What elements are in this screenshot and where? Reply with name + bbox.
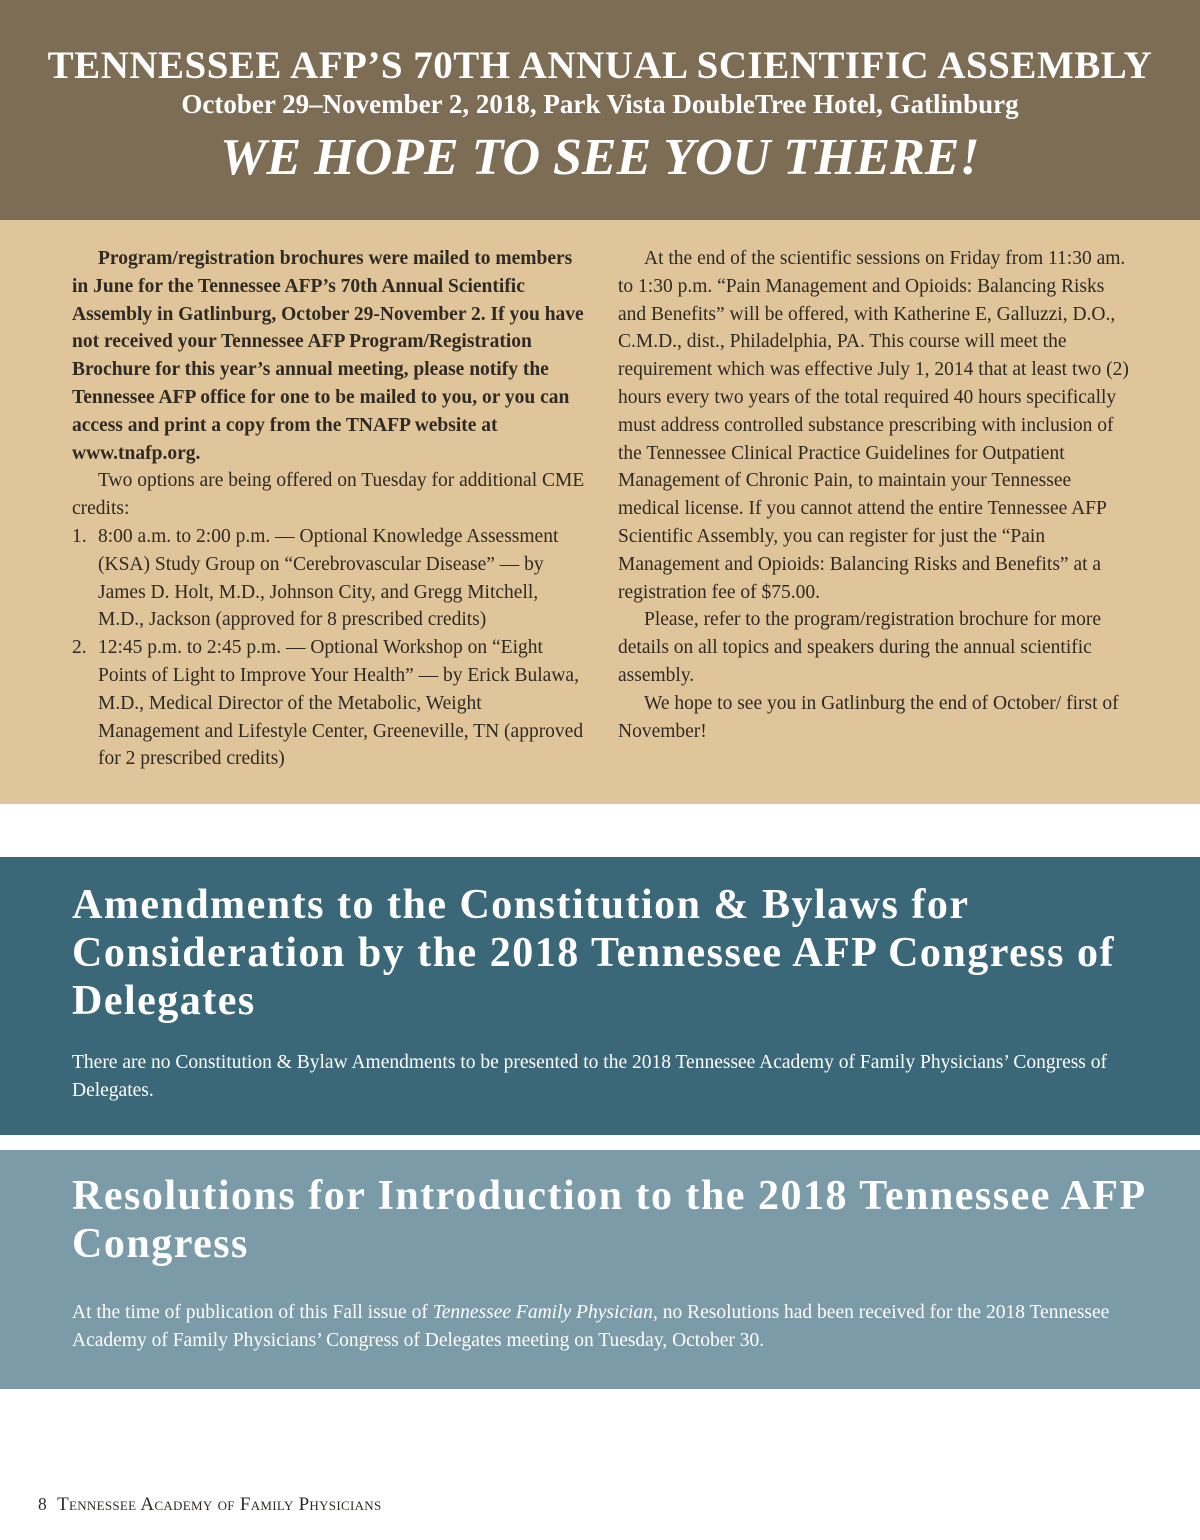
list-item <box>72 634 587 773</box>
option-text: 8:00 a.m. to 2:00 p.m. — Optional Knowledge Assessment (KSA) Study Group on “Cerebrovascular Disease” — by James D. Holt, M.D., Johnson City, and Gregg Mitchell, M.D., Jackson (approved for 8 prescribed credits) <box>98 525 559 631</box>
banner-tagline: WE HOPE TO SEE YOU THERE! <box>220 129 980 186</box>
resolutions-body-suffix: , no Resolutions had been received for the 2018 Tennessee Academy of Family Physicians’ Congress of Delegates meeting on Tuesday, October 30. <box>72 1302 1110 1351</box>
resolutions-body <box>72 1299 1112 1355</box>
footer-organization: Tennessee Academy of Family Physicians <box>57 1494 382 1515</box>
banner-subtitle: October 29–November 2, 2018, Park Vista DoubleTree Hotel, Gatlinburg <box>181 89 1019 119</box>
page-footer <box>38 1494 381 1516</box>
resolutions-heading: Resolutions for Introduction to the 2018 Tennessee AFP Congress <box>72 1173 1145 1267</box>
list-number: 2. <box>72 637 87 659</box>
list-item <box>72 523 587 634</box>
list-number: 1. <box>72 525 87 547</box>
amendments-heading: Amendments to the Constitution & Bylaws for Consideration by the 2018 Tennessee AFP Congress of Delegates <box>72 882 1115 1024</box>
assembly-banner <box>0 0 1200 220</box>
option-text: 12:45 p.m. to 2:45 p.m. — Optional Workshop on “Eight Points of Light to Improve Your Health” — by Erick Bulawa, M.D., Medical Director of the Metabolic, Weight Management and Lifestyle Center, Greeneville, TN (approved for 2 prescribed credits) <box>98 637 584 770</box>
banner-title: TENNESSEE AFP’S 70TH ANNUAL SCIENTIFIC ASSEMBLY <box>47 44 1153 87</box>
page-number: 8 <box>38 1494 48 1514</box>
publication-title: Tennessee Family Physician <box>432 1302 653 1323</box>
options-intro: Two options are being offered on Tuesday for additional CME credits: <box>72 470 585 520</box>
closing-paragraph: We hope to see you in Gatlinburg the end of October/ first of November! <box>618 692 1119 742</box>
amendments-section <box>0 857 1200 1135</box>
pain-management-paragraph: At the end of the scientific sessions on Friday from 11:30 am. to 1:30 p.m. “Pain Management and Opioids: Balancing Risks and Benefits” will be offered, with Katherine E, Galluzzi, D.O., C.M.D., dist., Philadelphia, PA. This course will meet the requirement which was effective July 1, 2014 that at least two (2) hours every two years of the total required 40 hours specifically must address controlled substance prescribing with inclusion of the Tennessee Clinical Practice Guidelines for Outpatient Management of Chronic Pain, to maintain your Tennessee medical license. If you cannot attend the entire Tennessee AFP Scientific Assembly, you can register for just the “Pain Management and Opioids: Balancing Risks and Benefits” at a registration fee of $75.00. <box>618 248 1129 603</box>
intro-paragraph: Program/registration brochures were mailed to members in June for the Tennessee AFP’s 70th Annual Scientific Assembly in Gatlinburg, October 29-November 2. If you have not received your Tennessee AFP Program/Registration Brochure for this year’s annual meeting, please notify the Tennessee AFP office for one to be mailed to you, or you can access and print a copy from the TNAFP website at www.tnafp.org. <box>72 248 584 464</box>
refer-paragraph: Please, refer to the program/registration brochure for more details on all topics and speakers during the annual scientific assembly. <box>618 609 1101 686</box>
amendments-body: There are no Constitution & Bylaw Amendments to be presented to the 2018 Tennessee Academy of Family Physicians’ Congress of Delegates. <box>72 1052 1108 1101</box>
resolutions-body-prefix: At the time of publication of this Fall issue of <box>72 1302 433 1323</box>
resolutions-section <box>0 1150 1200 1389</box>
article-column-left <box>72 245 587 773</box>
cme-options-list <box>72 523 587 773</box>
article-column-right <box>618 245 1133 745</box>
